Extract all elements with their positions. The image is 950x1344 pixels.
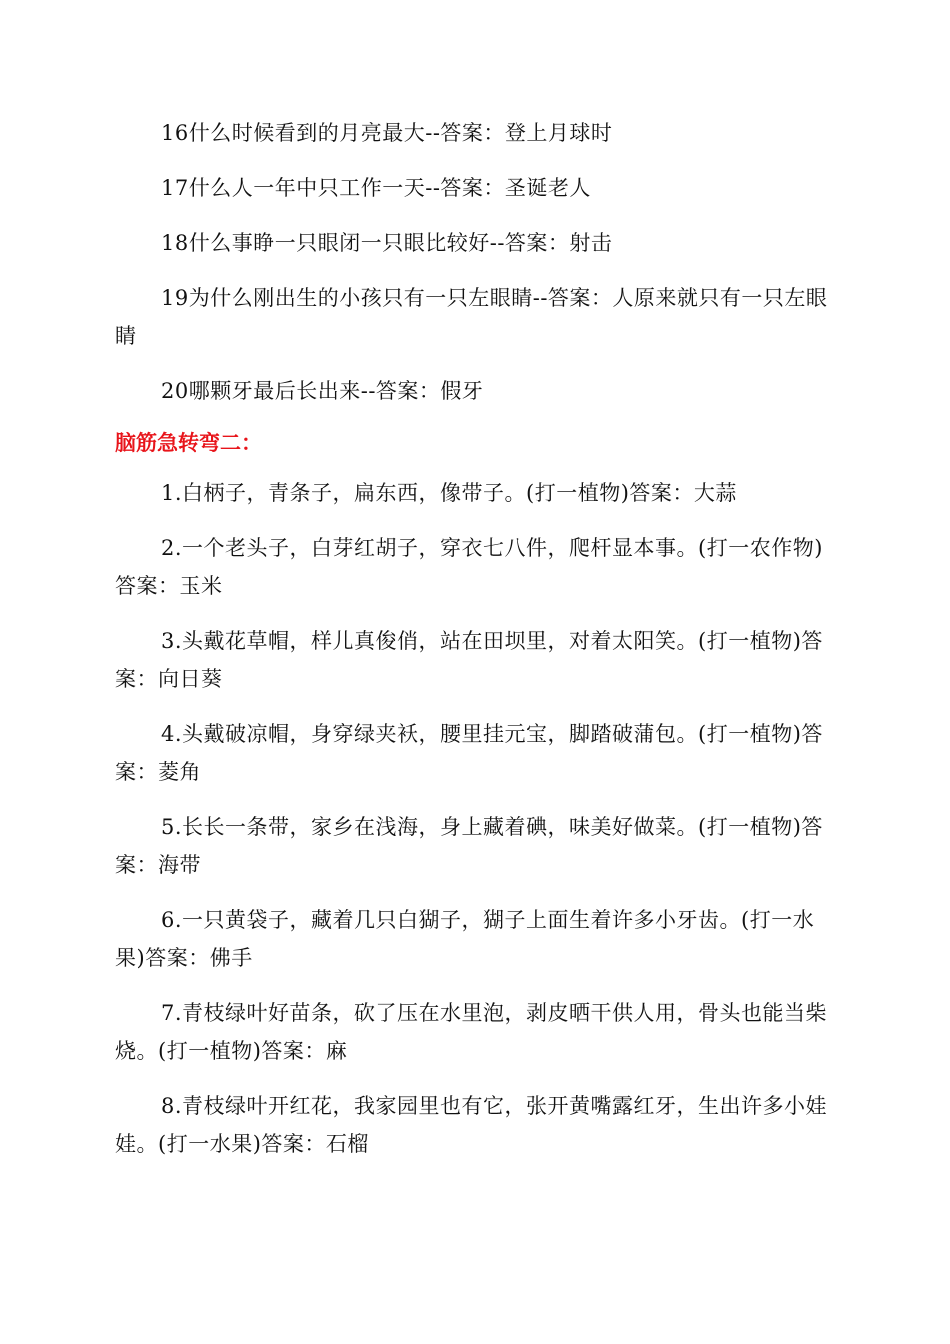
riddle-2-2: 2.一个老头子，白芽红胡子，穿衣七八件，爬杆显本事。(打一农作物)答案：玉米 [115, 536, 823, 598]
riddle-2-5: 5.长长一条带，家乡在浅海，身上藏着碘，味美好做菜。(打一植物)答案：海带 [115, 815, 823, 877]
riddle-18: 18什么事睁一只眼闭一只眼比较好--答案：射击 [161, 231, 613, 255]
riddle-19: 19为什么刚出生的小孩只有一只左眼睛--答案：人原来就只有一只左眼睛 [115, 286, 828, 348]
section-heading: 脑筋急转弯二： [115, 431, 262, 455]
riddle-20: 20哪颗牙最后长出来--答案：假牙 [161, 379, 484, 403]
riddle-2-4: 4.头戴破凉帽，身穿绿夹袄，腰里挂元宝，脚踏破蒲包。(打一植物)答案：菱角 [115, 722, 823, 784]
document-page [115, 114, 835, 1180]
riddle-2-3: 3.头戴花草帽，样儿真俊俏，站在田坝里，对着太阳笑。(打一植物)答案：向日葵 [115, 629, 823, 691]
riddle-16: 16什么时候看到的月亮最大--答案：登上月球时 [161, 121, 613, 145]
riddle-2-1: 1.白柄子，青条子，扁东西，像带子。(打一植物)答案：大蒜 [161, 481, 737, 505]
riddle-2-6: 6.一只黄袋子，藏着几只白猢子，猢子上面生着许多小牙齿。(打一水果)答案：佛手 [115, 908, 815, 970]
riddle-17: 17什么人一年中只工作一天--答案：圣诞老人 [161, 176, 591, 200]
riddle-2-7: 7.青枝绿叶好苗条，砍了压在水里泡，剥皮晒干供人用，骨头也能当柴烧。(打一植物)答案：麻 [115, 1001, 828, 1063]
riddle-2-8: 8.青枝绿叶开红花，我家园里也有它，张开黄嘴露红牙，生出许多小娃娃。(打一水果)答案：石榴 [115, 1094, 828, 1156]
